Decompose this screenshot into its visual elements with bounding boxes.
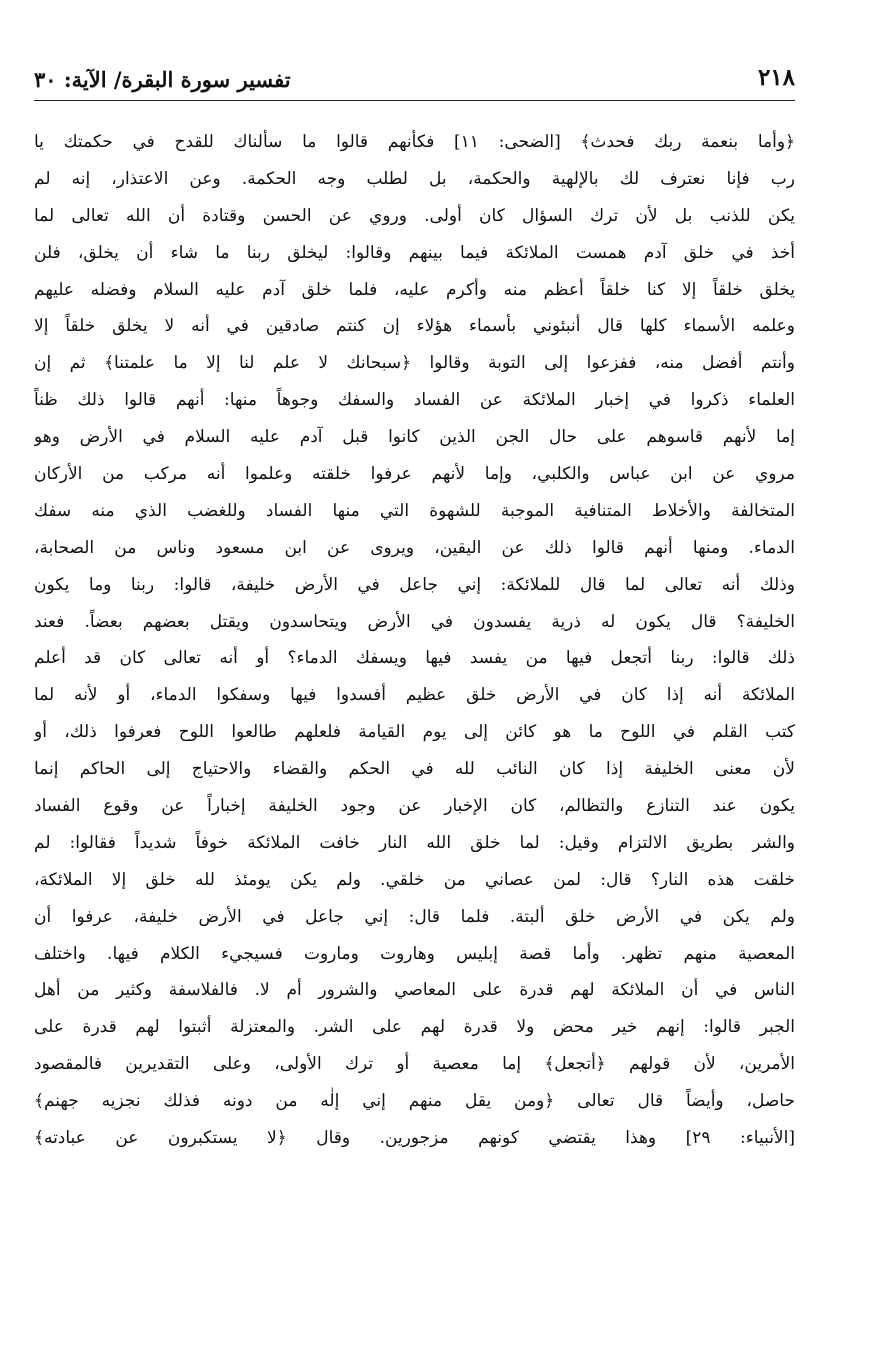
header-divider [34, 100, 795, 101]
text-line: مروي عن ابن عباس والكلبي، وإما لأنهم عرفوا خلقته وعلموا أنه مركب من الأركان [34, 464, 795, 485]
text-line: الناس في أن الملائكة لهم قدرة على المعاصي والشرور أم لا. فالفلاسفة وكثير من أهل [34, 980, 795, 1001]
text-line: الأمرين، لأن قولهم ﴿أتجعل﴾ إما معصية أو ترك الأولى، وعلى التقديرين فالمقصود [34, 1054, 795, 1075]
text-line: أخذ في خلق آدم همست الملائكة فيما بينهم وقالوا: ليخلق ربنا ما شاء أن يخلق، فلن [34, 242, 795, 263]
text-line: لأن معنى الخليفة إذا كان النائب لله في الحكم والقضاء والاحتياج إلى الحاكم إنما [34, 759, 795, 780]
text-line: حاصل، وأيضاً قال تعالى ﴿ومن يقل منهم إني إلٰه من دونه فذلك نجزيه جهنم﴾ [34, 1091, 795, 1112]
running-title: تفسير سورة البقرة/ الآية: ٣٠ [34, 67, 291, 92]
text-line: يكون عند التنازع والتظالم، كان الإخبار عن وجود الخليفة إخباراً عن وقوع الفساد [34, 796, 795, 817]
text-line: الخليفة؟ قال يكون له ذرية يفسدون في الأرض ويتحاسدون ويقتل بعضهم بعضاً. فعند [34, 611, 795, 632]
text-line: الدماء. ومنها أنهم قالوا ذلك عن اليقين، ويروى عن ابن مسعود وناس من الصحابة، [34, 537, 795, 558]
text-line: وأنتم أفضل منه، ففزعوا إلى التوبة وقالوا ﴿سبحانك لا علم لنا إلا ما علمتنا﴾ ثم إن [34, 353, 795, 374]
page-number: ٢١٨ [757, 64, 795, 91]
text-line: خلقت هذه النار؟ قال: لمن عصاني من خلقي. ولم يكن يومئذ لله خلق إلا الملائكة، [34, 869, 795, 890]
text-line: يكن للذنب بل لأن ترك السؤال كان أولى. وروي عن الحسن وقتادة أن الله تعالى لما [34, 205, 795, 226]
body-text [34, 124, 795, 1157]
text-line: رب فإنا نعترف لك بالإلهية والحكمة، بل لطلب وجه الحكمة. وعن الاعتذار، إنه لم [34, 168, 795, 189]
page-header [34, 62, 795, 98]
text-line: وعلمه الأسماء كلها قال أنبئوني بأسماء هؤلاء إن كنتم صادقين في أنه لا يخلق خلقاً إلا [34, 316, 795, 337]
text-line: وذلك أنه تعالى لما قال للملائكة: إني جاعل في الأرض خليفة، قالوا: ربنا وما يكون [34, 574, 795, 595]
text-line: [الأنبياء: ٢٩] وهذا يقتضي كونهم مزجورين. وقال ﴿لا يستكبرون عن عبادته﴾ [34, 1128, 795, 1149]
text-line: الجبر قالوا: إنهم خير محض ولا قدرة لهم على الشر. والمعتزلة أثبتوا لهم قدرة على [34, 1017, 795, 1038]
text-line: العلماء ذكروا في إخبار الملائكة عن الفساد والسفك وجوهاً منها: أنهم قالوا ذلك ظناً [34, 390, 795, 411]
text-line: الملائكة أنه إذا كان في الأرض خلق عظيم أفسدوا فيها وسفكوا الدماء، أو لأنه لما [34, 685, 795, 706]
text-line: ذلك قالوا: ربنا أتجعل فيها من يفسد فيها ويسفك الدماء؟ أو أنه تعالى كان قد أعلم [34, 648, 795, 669]
text-line: إما لأنهم قاسوهم على حال الجن الذين كانوا قبل آدم عليه السلام في الأرض وهو [34, 427, 795, 448]
text-line: المعصية منهم تظهر. وأما قصة إبليس وهاروت وماروت فسيجيء الكلام فيها. واختلف [34, 943, 795, 964]
text-line: ولم يكن في الأرض خلق ألبتة. فلما قال: إني جاعل في الأرض خليفة، عرفوا أن [34, 906, 795, 927]
text-line: كتب القلم في اللوح ما هو كائن إلى يوم القيامة فلعلهم طالعوا اللوح فعرفوا ذلك، أو [34, 722, 795, 743]
text-line: يخلق خلقاً إلا كنا خلقاً أعظم منه وأكرم عليه، فلما خلق آدم عليه السلام وفضله عليهم [34, 279, 795, 300]
text-line: والشر بطريق الالتزام وقيل: لما خلق الله النار خافت الملائكة خوفاً شديداً فقالوا: لم [34, 832, 795, 853]
text-line: المتخالفة والأخلاط المتنافية الموجبة للشهوة التي منها الفساد وللغضب الذي منه سفك [34, 500, 795, 521]
text-line: ﴿وأما بنعمة ربك فحدث﴾ [الضحى: ١١] فكأنهم قالوا ما سألناك للقدح في حكمتك يا [34, 132, 795, 152]
